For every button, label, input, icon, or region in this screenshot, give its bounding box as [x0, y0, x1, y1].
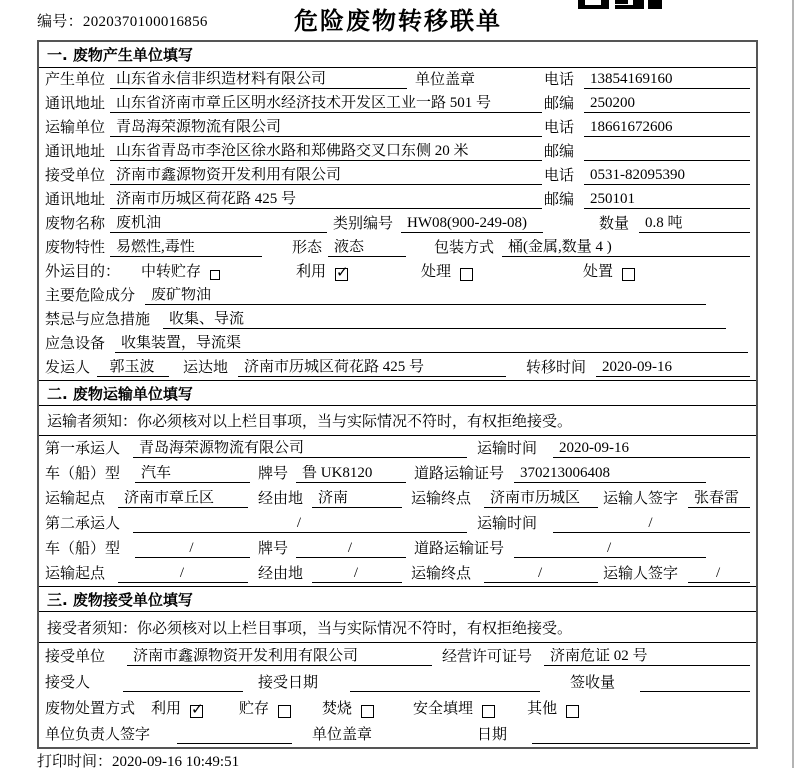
route-via-label: 经由地 [258, 491, 304, 507]
row-signoff [39, 721, 756, 747]
serial-number: 编号：2020370100016856 [37, 14, 208, 30]
checkbox-icon [335, 268, 348, 281]
row-carrier1 [39, 436, 756, 461]
purpose-option-treat: 处理 [421, 264, 473, 281]
zip-label: 邮编 [544, 144, 575, 160]
carrier1-value: 青岛海荣源物流有限公司 [133, 440, 467, 458]
checkbox-icon [210, 270, 220, 280]
print-time: 打印时间：2020-09-16 10:49:51 [37, 754, 240, 768]
disposal-label: 废物处置方式 [45, 701, 136, 717]
date-value [532, 743, 750, 744]
purpose-option-dispose: 处置 [583, 264, 635, 281]
row-transport-address [39, 140, 756, 164]
hazard-label: 主要危险成分 [45, 288, 136, 304]
row-route1 [39, 486, 756, 511]
purpose-option-utilize: 利用 ✓ [296, 264, 348, 281]
permit-value: 370213006408 [514, 465, 706, 483]
vehicle-type-label: 车（船）型 [45, 466, 121, 482]
disposal-option-incinerate: 焚烧 [322, 701, 374, 718]
receiver-label: 接受单位 [45, 168, 106, 184]
waste-name-value: 废机油 [110, 215, 327, 233]
row-waste-name [39, 212, 756, 236]
row-disposal-method [39, 695, 756, 721]
disposal-option-utilize: 利用 ✓ [151, 701, 203, 718]
emergency-label: 禁忌与应急措施 [45, 312, 151, 328]
row-generator-unit [39, 68, 756, 92]
checkbox-icon [482, 705, 495, 718]
carrier-sign-value: 张春雷 [688, 490, 750, 508]
seal-label: 单位盖章 [415, 72, 476, 88]
packaging-value: 桶(金属,数量 4 ) [502, 239, 750, 257]
transport-time-value: / [553, 515, 750, 533]
route-end-value: 济南市历城区 [484, 490, 598, 508]
transporter-value: 青岛海荣源物流有限公司 [110, 119, 542, 137]
route-start-value: / [118, 565, 248, 583]
zip-value: 250200 [584, 95, 750, 113]
transporter-notice: 运输者须知：你必须核对以上栏目事项，当与实际情况不符时，有权拒绝接受。 [39, 406, 756, 436]
route-end-label: 运输终点 [411, 491, 472, 507]
route-start-label: 运输起点 [45, 491, 106, 507]
section2-header: 二. 废物运输单位填写 [39, 380, 756, 406]
route-end-value: / [484, 565, 598, 583]
row-receipt [39, 669, 756, 695]
route-start-label: 运输起点 [45, 566, 106, 582]
phone-label: 电话 [544, 120, 575, 136]
row-waste-character [39, 236, 756, 260]
disposal-option-other: 其他 [527, 701, 579, 718]
permit-label: 道路运输证号 [414, 466, 505, 482]
carrier2-label: 第二承运人 [45, 516, 121, 532]
page-title: 危险废物转移联单 [294, 7, 502, 35]
carrier-sign-value: / [688, 565, 750, 583]
vehicle-type-value: / [135, 540, 250, 558]
address-label: 通讯地址 [45, 192, 106, 208]
zip-label: 邮编 [544, 96, 575, 112]
quantity-label: 数量 [599, 216, 630, 232]
waste-name-label: 废物名称 [45, 216, 106, 232]
row-hazard [39, 284, 756, 308]
qr-code-icon [578, 0, 662, 9]
generator-value: 山东省永信非织造材料有限公司 [110, 71, 407, 89]
document-header [0, 0, 796, 40]
character-value: 易燃性,毒性 [110, 239, 262, 257]
row-vehicle2 [39, 536, 756, 561]
character-label: 废物特性 [45, 240, 106, 256]
packaging-label: 包装方式 [434, 240, 495, 256]
address-label: 通讯地址 [45, 96, 106, 112]
responsible-sign-value [177, 743, 292, 744]
row-purpose [39, 260, 756, 284]
transfer-form [37, 40, 758, 749]
disposal-option-landfill: 安全填埋 [413, 701, 495, 718]
vehicle-type-value: 汽车 [135, 465, 250, 483]
route-via-value: 济南 [312, 490, 402, 508]
destination-value: 济南市历城区荷花路 425 号 [238, 359, 506, 377]
vehicle-type-label: 车（船）型 [45, 541, 121, 557]
address-value: 山东省青岛市李沧区徐水路和郑佛路交叉口东侧 20 米 [110, 143, 542, 161]
checkbox-icon [622, 268, 635, 281]
category-value: HW08(900-249-08) [401, 215, 543, 233]
equipment-value: 收集装置，导流渠 [115, 335, 748, 353]
receive-unit-label: 接受单位 [45, 649, 106, 665]
section1-header: 一. 废物产生单位填写 [39, 42, 756, 68]
zip-value: 250101 [584, 191, 750, 209]
section3-header: 三. 废物接受单位填写 [39, 586, 756, 612]
route-via-label: 经由地 [258, 566, 304, 582]
generator-label: 产生单位 [45, 72, 106, 88]
form-label: 形态 [292, 240, 323, 256]
row-carrier2 [39, 511, 756, 536]
row-route2 [39, 561, 756, 586]
recipient-value [123, 691, 243, 692]
plate-value: 鲁 UK8120 [296, 465, 406, 483]
unit-seal-label: 单位盖章 [312, 727, 373, 743]
equipment-label: 应急设备 [45, 336, 106, 352]
phone-label: 电话 [544, 168, 575, 184]
row-vehicle1 [39, 461, 756, 486]
hazard-value: 废矿物油 [145, 287, 706, 305]
carrier-sign-label: 运输人签字 [603, 491, 679, 507]
receiver-notice: 接受者须知：你必须核对以上栏目事项，当与实际情况不符时，有权拒绝接受。 [39, 612, 756, 643]
responsible-sign-label: 单位负责人签字 [45, 727, 151, 743]
zip-label: 邮编 [544, 192, 575, 208]
transfer-date-label: 转移时间 [526, 360, 587, 376]
section-receiver [39, 586, 756, 747]
address-value: 济南市历城区荷花路 425 号 [110, 191, 542, 209]
quantity-value: 0.8 吨 [639, 215, 750, 233]
address-label: 通讯地址 [45, 144, 106, 160]
license-label: 经营许可证号 [442, 649, 533, 665]
recipient-label: 接受人 [45, 675, 91, 691]
page-edge-line [792, 0, 794, 768]
permit-label: 道路运输证号 [414, 541, 505, 557]
emergency-value: 收集、导流 [163, 311, 726, 329]
phone-label: 电话 [544, 72, 575, 88]
permit-value: / [514, 540, 706, 558]
section-generator [39, 42, 756, 380]
receiver-value: 济南市鑫源物资开发利用有限公司 [110, 167, 542, 185]
received-amount-value [640, 691, 750, 692]
transport-time-label: 运输时间 [477, 441, 538, 457]
checkbox-icon [278, 705, 291, 718]
form-value: 液态 [328, 239, 406, 257]
checkbox-icon [566, 705, 579, 718]
receive-date-value [350, 691, 540, 692]
disposal-option-store: 贮存 [239, 701, 291, 718]
received-amount-label: 签收量 [570, 675, 616, 691]
plate-value: / [296, 540, 406, 558]
row-receive-unit [39, 643, 756, 669]
carrier1-label: 第一承运人 [45, 441, 121, 457]
section-transporter [39, 380, 756, 586]
row-transport-unit [39, 116, 756, 140]
carrier-sign-label: 运输人签字 [603, 566, 679, 582]
receive-date-label: 接受日期 [258, 675, 319, 691]
checkbox-icon [460, 268, 473, 281]
route-start-value: 济南市章丘区 [118, 490, 248, 508]
row-dispatch [39, 356, 756, 380]
route-via-value: / [312, 565, 402, 583]
carrier2-value: / [133, 515, 467, 533]
row-emergency-measures [39, 308, 756, 332]
destination-label: 运达地 [183, 360, 229, 376]
shipper-value: 郭玉波 [97, 359, 169, 377]
row-receiver-address [39, 188, 756, 212]
shipper-label: 发运人 [45, 360, 91, 376]
date-label: 日期 [477, 727, 508, 743]
route-end-label: 运输终点 [411, 566, 472, 582]
phone-value: 18661672606 [584, 119, 750, 137]
address-value: 山东省济南市章丘区明水经济技术开发区工业一路 501 号 [110, 95, 542, 113]
phone-value: 0531-82095390 [584, 167, 750, 185]
transfer-date-value: 2020-09-16 [596, 359, 750, 377]
category-label: 类别编号 [333, 216, 394, 232]
transporter-label: 运输单位 [45, 120, 106, 136]
row-emergency-equipment [39, 332, 756, 356]
row-generator-address [39, 92, 756, 116]
license-value: 济南危证 02 号 [544, 648, 750, 666]
plate-label: 牌号 [258, 466, 289, 482]
row-receiver-unit [39, 164, 756, 188]
checkbox-icon [190, 705, 203, 718]
transport-time-label: 运输时间 [477, 516, 538, 532]
purpose-label: 外运目的： [45, 264, 121, 280]
phone-value: 13854169160 [584, 71, 750, 89]
zip-value [584, 160, 750, 161]
transport-time-value: 2020-09-16 [553, 440, 750, 458]
receive-unit-value: 济南市鑫源物资开发利用有限公司 [127, 648, 432, 666]
plate-label: 牌号 [258, 541, 289, 557]
purpose-option-storage: 中转贮存 [141, 264, 220, 281]
checkbox-icon [361, 705, 374, 718]
